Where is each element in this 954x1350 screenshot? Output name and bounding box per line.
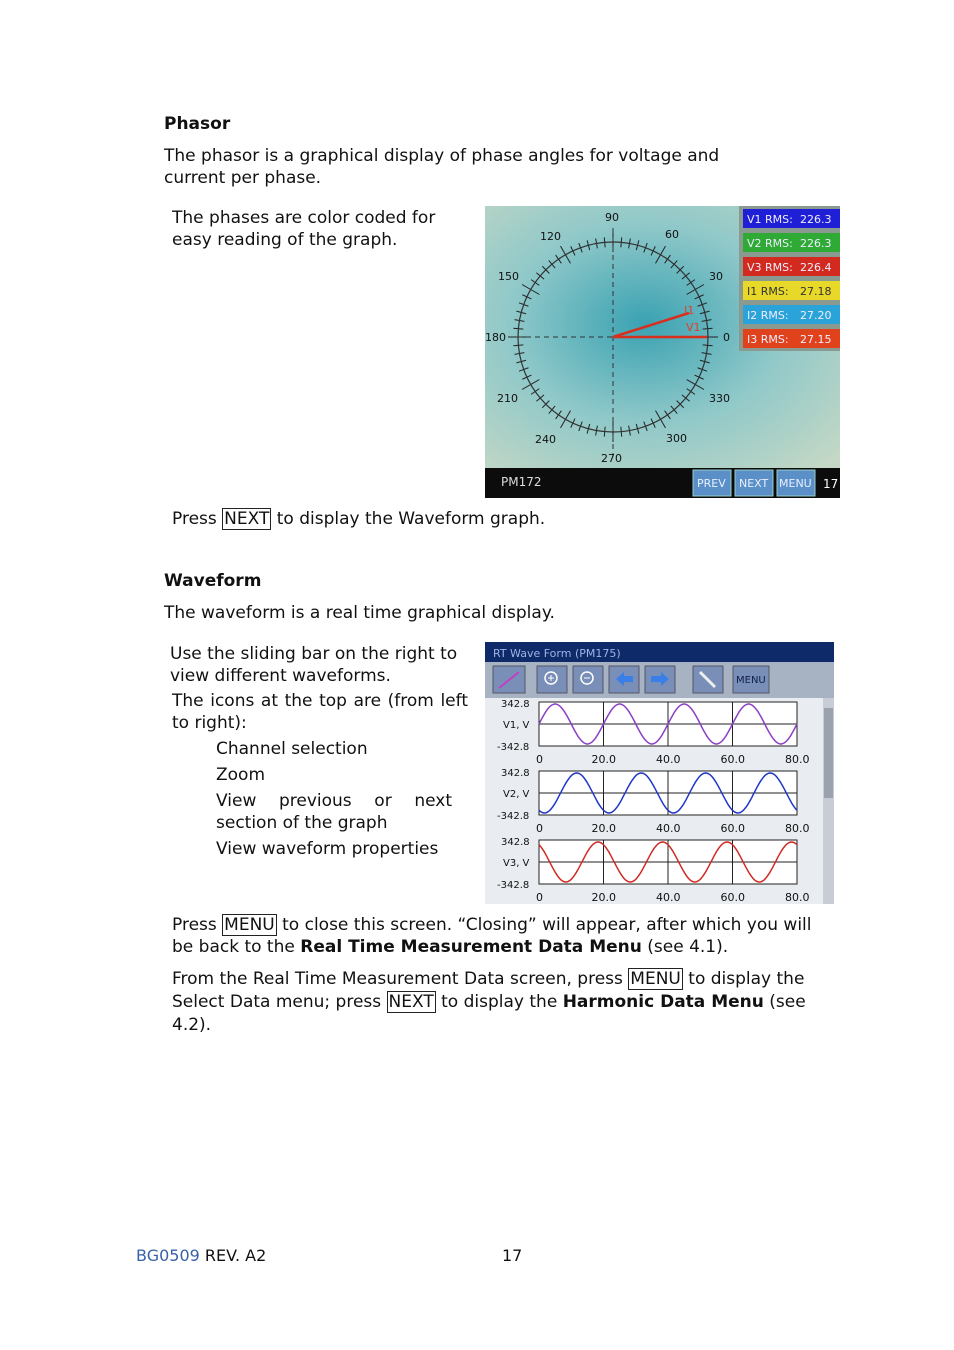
angle-240: 240 bbox=[535, 433, 556, 446]
next-paragraph: From the Real Time Measurement Data screen, press MENU to display the Select Data menu; press NEXT to display the Harmonic Data Menu (see 4.2). bbox=[172, 969, 806, 1035]
x-tick-label: 60.0 bbox=[720, 822, 745, 835]
prev-button[interactable] bbox=[693, 470, 731, 496]
x-tick-label: 40.0 bbox=[656, 822, 681, 835]
x-tick-label: 80.0 bbox=[785, 822, 810, 835]
item-channel-selection: Channel selection bbox=[216, 739, 368, 759]
channel-label: V2, V bbox=[503, 789, 530, 800]
properties-icon[interactable] bbox=[693, 666, 723, 693]
doc-rev: REV. A2 bbox=[199, 1246, 267, 1265]
x-tick-label: 20.0 bbox=[591, 891, 616, 904]
screen-page-number: 17 bbox=[823, 477, 839, 491]
waveform-intro: The waveform is a real time graphical display. bbox=[164, 603, 555, 623]
rms-label: V2 RMS: bbox=[747, 237, 793, 250]
x-tick-label: 60.0 bbox=[720, 891, 745, 904]
waveform-side2: The icons at the top are (from left to right): bbox=[172, 691, 468, 733]
item-zoom: Zoom bbox=[216, 765, 266, 785]
rms-label: I3 RMS: bbox=[747, 333, 789, 346]
x-tick-label: 60.0 bbox=[720, 753, 745, 766]
angle-0: 0 bbox=[723, 331, 730, 344]
close-paragraph: Press MENU to close this screen. “Closing” will appear, after which you will be back to the Real Time Measurement Data Menu (see 4.1). bbox=[172, 915, 812, 957]
y-max-label: 342.8 bbox=[501, 699, 530, 710]
waveform-side1: Use the sliding bar on the right to view different waveforms. bbox=[170, 644, 458, 686]
y-max-label: 342.8 bbox=[501, 837, 530, 848]
waveform-title: RT Wave Form (PM175) bbox=[493, 647, 621, 660]
rms-label: V3 RMS: bbox=[747, 261, 793, 274]
rms-value: 27.18 bbox=[800, 285, 832, 298]
rms-value: 27.20 bbox=[800, 309, 832, 322]
rms-label: I1 RMS: bbox=[747, 285, 789, 298]
angle-150: 150 bbox=[498, 270, 519, 283]
phasor-heading: Phasor bbox=[164, 114, 231, 134]
rms-label: V1 RMS: bbox=[747, 213, 793, 226]
vector-label-v1: V1 bbox=[686, 321, 701, 334]
angle-300: 300 bbox=[666, 432, 687, 445]
rms-value: 226.4 bbox=[800, 261, 832, 274]
arrow-left-icon[interactable] bbox=[609, 666, 639, 693]
doc-id: BG0509 bbox=[136, 1246, 200, 1265]
item-properties: View waveform properties bbox=[216, 839, 439, 859]
page-number: 17 bbox=[502, 1246, 523, 1265]
angle-30: 30 bbox=[709, 270, 723, 283]
angle-180: 180 bbox=[485, 331, 506, 344]
menu-key-2: MENU bbox=[630, 969, 681, 989]
phasor-intro: The phasor is a graphical display of phase angles for voltage and current per phase. bbox=[164, 146, 720, 188]
angle-210: 210 bbox=[497, 392, 518, 405]
menu-button-label: MENU bbox=[779, 477, 812, 490]
footer-doc bbox=[136, 1246, 266, 1265]
phasor-side-text: The phases are color coded for easy reading of the graph. bbox=[172, 208, 436, 250]
rms-value: 27.15 bbox=[800, 333, 832, 346]
next-key: NEXT bbox=[224, 509, 270, 529]
angle-270: 270 bbox=[601, 452, 622, 465]
phasor-screenshot bbox=[485, 206, 840, 498]
zoom-out-icon[interactable] bbox=[573, 666, 603, 693]
x-tick-label: 80.0 bbox=[785, 753, 810, 766]
wave-menu-button[interactable] bbox=[733, 666, 769, 693]
menu-key: MENU bbox=[224, 915, 275, 935]
angle-60: 60 bbox=[665, 228, 679, 241]
x-tick-label: 0 bbox=[536, 753, 543, 766]
channel-label: V1, V bbox=[503, 720, 530, 731]
next-button[interactable] bbox=[735, 470, 773, 496]
phasor-diagram bbox=[485, 206, 840, 498]
arrow-right-icon[interactable] bbox=[645, 666, 675, 693]
angle-120: 120 bbox=[540, 230, 561, 243]
channel-label: V3, V bbox=[503, 858, 530, 869]
channel-selection-icon[interactable] bbox=[493, 666, 525, 693]
rms-value: 226.3 bbox=[800, 237, 832, 250]
y-min-label: -342.8 bbox=[497, 880, 530, 891]
vector-label-i1: I1 bbox=[684, 304, 695, 317]
angle-330: 330 bbox=[709, 392, 730, 405]
prev-button-label: PREV bbox=[697, 477, 726, 490]
waveform-diagram bbox=[485, 642, 834, 904]
y-min-label: -342.8 bbox=[497, 811, 530, 822]
angle-90: 90 bbox=[605, 211, 619, 224]
y-min-label: -342.8 bbox=[497, 742, 530, 753]
x-tick-label: 0 bbox=[536, 891, 543, 904]
x-tick-label: 0 bbox=[536, 822, 543, 835]
next-key-2: NEXT bbox=[388, 992, 434, 1012]
rms-label: I2 RMS: bbox=[747, 309, 789, 322]
x-tick-label: 20.0 bbox=[591, 822, 616, 835]
wave-menu-label: MENU bbox=[736, 675, 766, 686]
x-tick-label: 80.0 bbox=[785, 891, 810, 904]
waveform-heading: Waveform bbox=[164, 571, 262, 591]
y-max-label: 342.8 bbox=[501, 768, 530, 779]
menu-button[interactable] bbox=[777, 470, 815, 496]
press-next-text: Press NEXT to display the Waveform graph. bbox=[172, 509, 546, 529]
slider-thumb[interactable] bbox=[824, 708, 833, 798]
waveform-screenshot bbox=[485, 642, 834, 904]
x-tick-label: 20.0 bbox=[591, 753, 616, 766]
x-tick-label: 40.0 bbox=[656, 753, 681, 766]
next-button-label: NEXT bbox=[739, 477, 769, 490]
x-tick-label: 40.0 bbox=[656, 891, 681, 904]
item-prev-next: View previous or next section of the graph bbox=[216, 791, 452, 833]
device-label: PM172 bbox=[501, 475, 542, 489]
rms-value: 226.3 bbox=[800, 213, 832, 226]
zoom-in-icon[interactable] bbox=[537, 666, 567, 693]
